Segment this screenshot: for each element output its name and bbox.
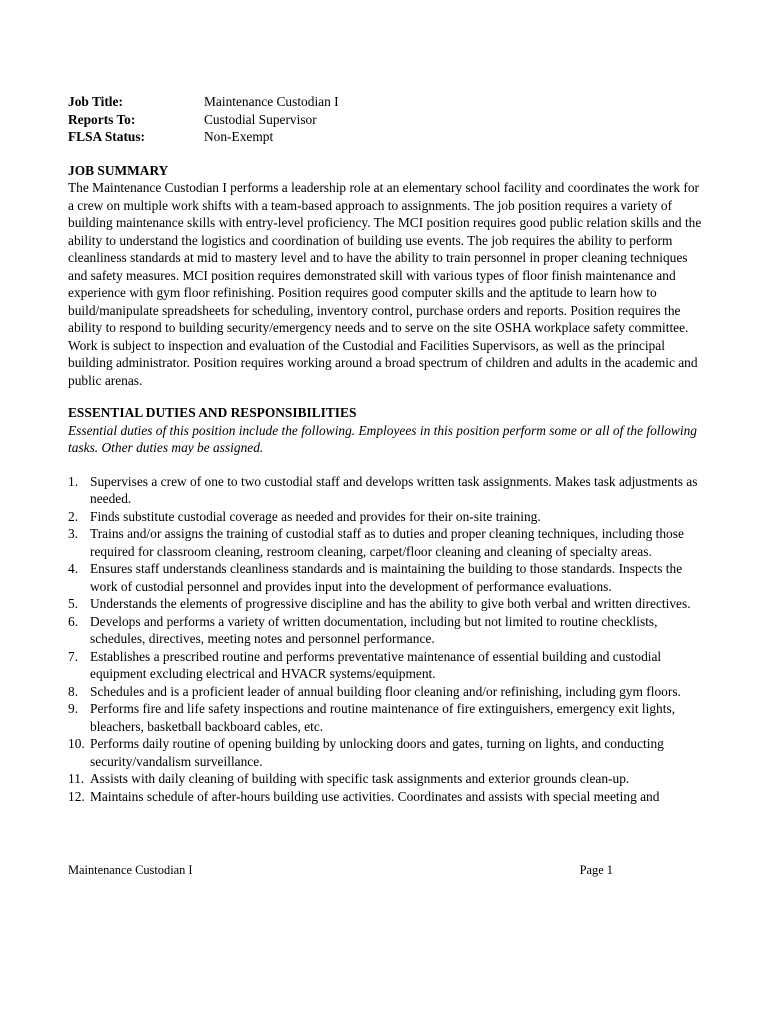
duty-item — [68, 595, 708, 613]
duties-heading: ESSENTIAL DUTIES AND RESPONSIBILITIES — [68, 405, 357, 420]
duties-list — [68, 473, 708, 806]
reports-to-row — [68, 111, 708, 129]
duty-number: 4. — [68, 561, 79, 576]
duty-item — [68, 525, 708, 560]
duty-text: Understands the elements of progressive discipline and has the ability to give both verbal and written directives. — [90, 596, 691, 611]
flsa-status-label: FLSA Status: — [68, 129, 146, 144]
duty-item — [68, 735, 708, 770]
duty-item — [68, 648, 708, 683]
duty-text: Develops and performs a variety of written documentation, including but not limited to routine checklists, schedules, directives, meeting notes and personnel performance. — [90, 613, 658, 646]
footer-document-title: Maintenance Custodian I — [68, 863, 193, 877]
duty-text: Supervises a crew of one to two custodial staff and develops written task assignments. Makes task adjustments as needed. — [90, 473, 698, 506]
duty-text: Finds substitute custodial coverage as needed and provides for their on-site training. — [90, 508, 541, 524]
duty-number: 11. — [68, 771, 85, 786]
footer-page-number: Page 1 — [579, 863, 613, 877]
duty-text: Performs fire and life safety inspections and routine maintenance of fire extinguishers, emergency exit lights, bleachers, basketball backboard cables, etc. — [90, 701, 676, 734]
duty-number: 5. — [68, 596, 79, 611]
duty-item — [68, 613, 708, 648]
duty-item — [68, 508, 708, 526]
duty-number: 9. — [68, 701, 79, 716]
duty-item — [68, 560, 708, 595]
duties-intro: Essential duties of this position include the following. Employees in this position perform some or all of the following tasks. Other duties may be assigned. — [68, 422, 697, 455]
page-footer — [68, 862, 613, 880]
duty-number: 12. — [68, 788, 85, 804]
duty-item — [68, 700, 708, 735]
duty-number: 3. — [68, 526, 79, 541]
duty-text: Establishes a prescribed routine and performs preventative maintenance of essential building and custodial equipment excluding electrical and HVACR systems/equipment. — [90, 648, 662, 681]
flsa-status-value: Non-Exempt — [204, 129, 274, 144]
reports-to-label: Reports To: — [68, 111, 136, 127]
duty-item — [68, 788, 708, 806]
duty-item — [68, 473, 708, 508]
reports-to-value: Custodial Supervisor — [204, 111, 317, 127]
duty-number: 10. — [68, 736, 85, 751]
duty-number: 2. — [68, 508, 79, 524]
flsa-status-row — [68, 128, 708, 146]
duty-number: 7. — [68, 648, 79, 664]
duty-item — [68, 770, 708, 788]
job-title-value: Maintenance Custodian I — [204, 94, 339, 109]
job-title-row — [68, 93, 708, 111]
duty-text: Trains and/or assigns the training of custodial staff as to duties and proper cleaning techniques, including those required for classroom cleaning, restroom cleaning, carpet/floor cleaning and cleaning of specialty areas. — [90, 526, 684, 559]
duty-text: Maintains schedule of after-hours building use activities. Coordinates and assists with special meeting and — [90, 788, 660, 804]
duty-text: Ensures staff understands cleanliness standards and is maintaining the building to those standards. Inspects the work of custodial personnel and provides input into the development of performance evaluations. — [90, 561, 683, 594]
document-page — [68, 93, 708, 805]
duty-number: 1. — [68, 473, 79, 489]
duty-item — [68, 683, 708, 701]
job-title-label: Job Title: — [68, 94, 123, 109]
job-summary-heading: JOB SUMMARY — [68, 162, 169, 178]
duty-text: Performs daily routine of opening building by unlocking doors and gates, turning on lights, and conducting security/vandalism surveillance. — [90, 736, 664, 769]
duty-text: Assists with daily cleaning of building with specific task assignments and exterior grounds clean-up. — [90, 771, 630, 786]
duty-number: 8. — [68, 683, 79, 699]
duty-text: Schedules and is a proficient leader of annual building floor cleaning and/or refinishing, including gym floors. — [90, 683, 681, 699]
duty-number: 6. — [68, 613, 79, 629]
job-summary-text: The Maintenance Custodian I performs a leadership role at an elementary school facility and coordinates the work for a crew on multiple work shifts with a team-based approach to assignments. The job position requires a variety of building maintenance skills with entry-level proficiency. The MCI position requires good public relation skills and the ability to understand the logistics and coordination of building use events. The job requires the ability to perform cleanliness standards at mid to mastery level and to have the ability to train personnel in proper cleaning techniques and safety measures. MCI position requires demonstrated skill with various types of floor finish maintenance and experience with gym floor refinishing. Position requires good computer skills and the aptitude to learn how to build/manipulate spreadsheets for scheduling, inventory control, purchase orders and reports. Position requires the ability to respond to building security/emergency needs and to serve on the site OSHA workplace safety committee. Work is subject to inspection and evaluation of the Custodial and Facilities Supervisors, as well as the principal building administrator. Position requires working around a broad spectrum of children and adults in the academic and public arenas. — [68, 180, 702, 388]
